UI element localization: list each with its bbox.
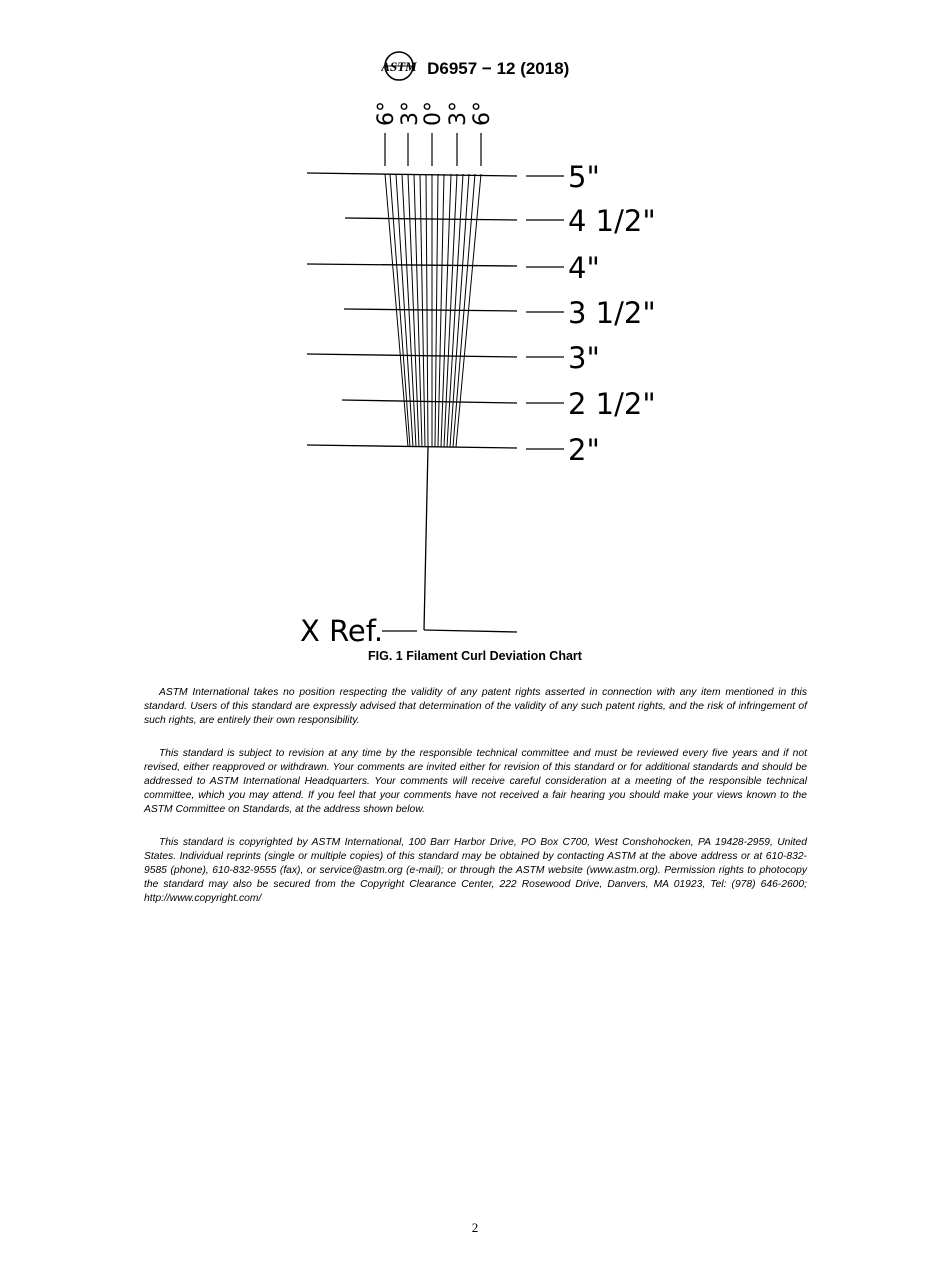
height-line-3-5 [344, 309, 517, 311]
revision-notice: This standard is subject to revision at any time by the responsible technical committee and must be reviewed every five years and if not revised, either reapproved or withdrawn. Your comments are invited either for revision of this standard or for additional standards and should be addressed to ASTM International Headquarters. Your comments will receive careful consideration at a meeting of the responsible technical committee, which you may attend. If you feel that your comments have not received a fair hearing you should make your views known to the ASTM Committee on Standards, at the address shown below. [144, 748, 807, 815]
height-line-5 [307, 173, 517, 176]
height-label: 4" [568, 251, 600, 285]
height-label: 4 1/2" [568, 204, 656, 238]
stem-line [424, 447, 428, 630]
height-line-4-5 [345, 218, 517, 220]
figure-caption: FIG. 1 Filament Curl Deviation Chart [368, 649, 582, 663]
copyright-notice: This standard is copyrighted by ASTM International, 100 Barr Harbor Drive, PO Box C700, West Conshohocken, PA 19428-2959, United States. Individual reprints (single or multiple copies) of this standard may be obtained by contacting ASTM at the above address or at 610-832-9585 (phone), 610-832-9555 (fax), or service@astm.org (e-mail); or through the ASTM website (www.astm.org). Permission rights to photocopy the standard may also be secured from the Copyright Clearance Center, 222 Rosewood Drive, Danvers, MA 01923, Tel: (978) 646-2600; http://www.copyright.com/ [144, 837, 807, 904]
reference-stem [382, 447, 517, 632]
height-label: 3 1/2" [568, 296, 656, 330]
degree-label: 3° [446, 101, 471, 126]
degree-label: 6° [470, 101, 495, 126]
height-label: 2" [568, 433, 600, 467]
height-label: 2 1/2" [568, 387, 656, 421]
height-line-3 [307, 354, 517, 357]
reference-line [424, 630, 517, 632]
height-label: 3" [568, 341, 600, 375]
height-label: 5" [568, 160, 600, 194]
page-number: 2 [471, 1220, 479, 1235]
patent-notice: ASTM International takes no position respecting the validity of any patent rights asserted in connection with any item mentioned in this standard. Users of this standard are expressly advised that determination of the validity of any such patent rights, and the risk of infringement of such rights, are entirely their own responsibility. [144, 687, 807, 726]
degree-label: 0° [421, 101, 446, 126]
logo-text: ASTM [380, 59, 417, 74]
height-line-2 [307, 445, 517, 448]
degree-labels [374, 101, 495, 126]
document-designation: D6957 − 12 (2018) [427, 58, 570, 78]
fan-line [390, 174, 410, 447]
reference-label: X Ref. [300, 614, 384, 645]
degree-label: 6° [374, 101, 399, 126]
height-line-2-5 [342, 400, 517, 403]
height-labels [568, 160, 656, 467]
degree-label: 3° [398, 101, 423, 126]
degree-ticks [385, 133, 481, 166]
